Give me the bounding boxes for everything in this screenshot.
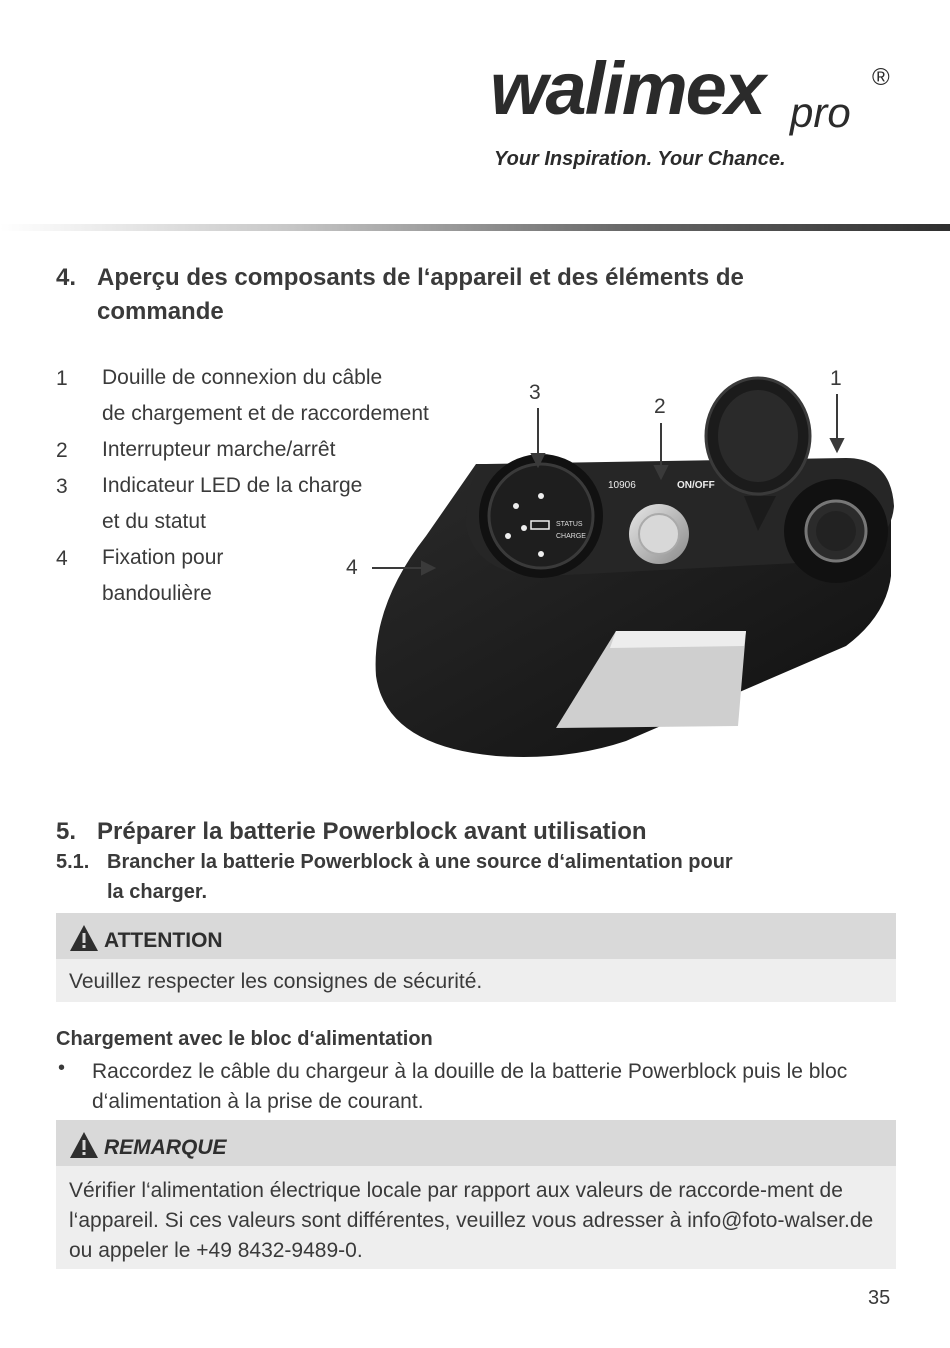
bullet-marker: • — [58, 1057, 66, 1079]
on-off-print: ON/OFF — [677, 480, 715, 491]
component-2-number: 2 — [56, 439, 68, 462]
serial-print: 10906 — [608, 480, 636, 491]
charging-instruction: Raccordez le câble du chargeur à la douille de la batterie Powerblock puis le bloc d‘alimentation à la prise de courant. — [92, 1060, 848, 1113]
component-1-number: 1 — [56, 367, 68, 390]
section-5-1-title-line-2: la charger. — [107, 881, 208, 903]
component-3-number: 3 — [56, 475, 68, 498]
figure-label-2: 2 — [654, 395, 666, 418]
component-4-line-2: bandoulière — [102, 582, 212, 605]
section-4-title: Aperçu des composants de l‘appareil et des éléments de commande — [97, 264, 744, 325]
component-1-line-2: de chargement et de raccordement — [102, 402, 429, 425]
brand-logo-pro: pro — [790, 89, 851, 136]
component-4-line-1: Fixation pour — [102, 546, 224, 569]
section-5-1-title-line-1: Brancher la batterie Powerblock à une source d‘alimentation pour — [107, 851, 733, 873]
section-5-1-number: 5.1. — [56, 851, 90, 873]
page-number: 35 — [868, 1287, 891, 1309]
charging-heading: Chargement avec le bloc d‘alimentation — [56, 1028, 433, 1050]
attention-text: Veuillez respecter les consignes de sécurité. — [69, 970, 483, 993]
remark-title: REMARQUE — [104, 1136, 227, 1159]
warning-icon — [69, 1131, 99, 1159]
brand-tagline: Your Inspiration. Your Chance. — [494, 148, 786, 170]
component-2-line-1: Interrupteur marche/arrêt — [102, 438, 336, 461]
figure-label-1: 1 — [830, 367, 842, 390]
brand-logo-wordmark: walimex — [490, 47, 764, 130]
component-3-line-2: et du statut — [102, 510, 206, 533]
remark-text: Vérifier l‘alimentation électrique locale par rapport aux valeurs de raccorde-ment de l‘appareil. Si ces valeurs sont différentes, veuillez vous adresser à info@foto-walser.de ou appeler le +49 8432-9489-0. — [69, 1179, 874, 1262]
component-1-line-1: Douille de connexion du câble — [102, 366, 383, 389]
warning-icon — [69, 924, 99, 952]
attention-title: ATTENTION — [104, 929, 223, 952]
section-5-title: Préparer la batterie Powerblock avant utilisation — [97, 818, 647, 845]
figure-label-4: 4 — [346, 556, 358, 579]
section-4-number: 4. — [56, 264, 77, 291]
charge-print: CHARGE — [556, 533, 586, 540]
component-4-number: 4 — [56, 547, 68, 570]
figure-label-3: 3 — [529, 381, 541, 404]
status-print: STATUS — [556, 521, 583, 528]
registered-mark: ® — [872, 64, 890, 91]
section-5-number: 5. — [56, 818, 77, 845]
component-3-line-1: Indicateur LED de la charge — [102, 474, 363, 497]
